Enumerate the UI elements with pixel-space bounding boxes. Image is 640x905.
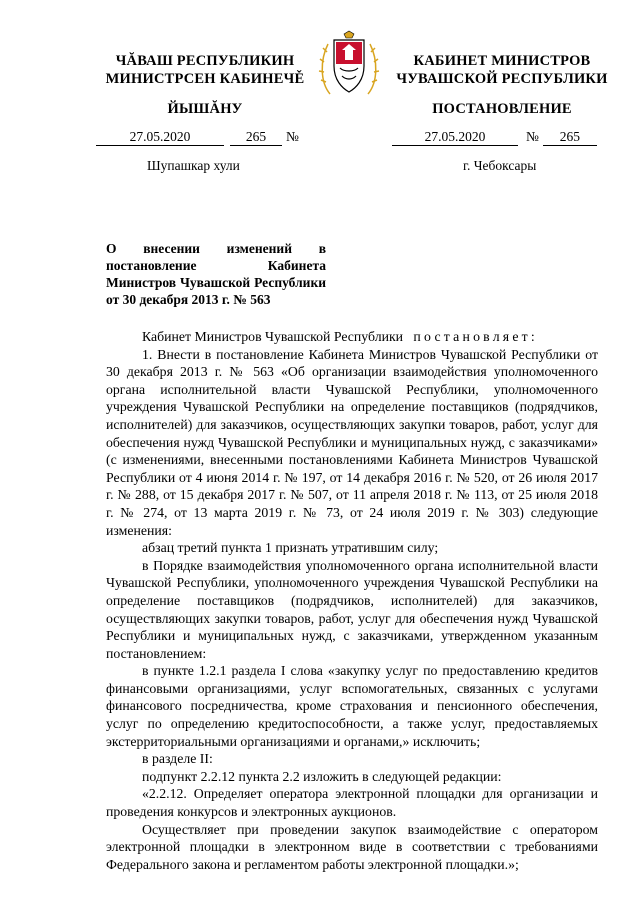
paragraph-8: Осуществляет при проведении закупок взаимодействие с оператором электронной площадки в электронном виде в соответствии с требованиями Федерального закона и регламентом работы электронной площадки.»;: [106, 821, 598, 872]
intro-paragraph: [106, 328, 598, 346]
paragraph-7: «2.2.12. Определяет оператора электронной площадки для организации и проведения конкурсов и электронных аукционов.: [106, 786, 598, 820]
left-number: 265: [230, 129, 282, 146]
header-left-title: ЙЫШĂНУ: [167, 101, 243, 117]
header-right-line2: ЧУВАШСКОЙ РЕСПУБЛИКИ: [396, 71, 608, 87]
paragraph-2: абзац третий пункта 1 признать утратившим силу;: [142, 540, 439, 556]
document-subject: О внесении изменений в постановление Кабинета Министров Чувашской Республики от 30 декабря 2013 г. № 563: [106, 241, 326, 307]
right-place: г. Чебоксары: [463, 158, 537, 173]
header-right-title: ПОСТАНОВЛЕНИЕ: [432, 101, 572, 117]
intro-verb: постановляет:: [413, 329, 538, 344]
paragraph-1: 1. Внести в постановление Кабинета Министров Чувашской Республики от 30 декабря 2013 г. № 563 «Об организации взаимодействия уполномоченного органа исполнительной власти Чувашской Республики, уполномоченного учреждения Чувашской Республики на определение поставщиков (подрядчиков, исполнителей) для заказчиков, осуществляющих закупки товаров, работ, услуг для обеспечения нужд Чувашской Республики и муниципальных нужд, с заказчиками» (с изменениями, внесенными постановлениями Кабинета Министров Чувашской Республики от 4 июня 2014 г. № 197, от 14 декабря 2016 г. № 520, от 26 июля 2017 г. № 288, от 15 декабря 2017 г. № 507, от 11 апреля 2018 г. № 113, от 25 июля 2018 г. № 274, от 13 марта 2019 г. № 73, от 24 июля 2019 г. № 303) следующие изменения:: [106, 346, 598, 538]
right-number: 265: [543, 129, 597, 146]
paragraph-6: подпункт 2.2.12 пункта 2.2 изложить в следующей редакции:: [142, 768, 502, 784]
header-left-line1: ЧĂВАШ РЕСПУБЛИКИН: [115, 53, 295, 69]
left-date-line: [96, 129, 312, 147]
paragraph-4: в пункте 1.2.1 раздела I слова «закупку услуг по предоставлению кредитов финансовыми организациями, услуг вспомогательных, связанных с услугами финансового посредничества, кроме страхования и пенсионного обеспечения, услуг по определению кредитоспособности, а также услуг, предоставляемых экстерриториальными организациями и органами,» исключить;: [106, 663, 598, 749]
right-date-line: [392, 129, 616, 147]
paragraph-3: в Порядке взаимодействия уполномоченного органа исполнительной власти Чувашской Республики, уполномоченного учреждения Чувашской Республики на определение поставщиков (подрядчиков, исполнителей) для заказчиков, осуществляющих закупки товаров, работ, услуг для обеспечения нужд Чувашской Республики и муниципальных нужд, с заказчиками, утвержденном указанным постановлением:: [106, 557, 598, 661]
paragraph-5: в разделе II:: [142, 751, 213, 767]
chuvash-emblem-icon: [318, 30, 380, 102]
intro-lead: Кабинет Министров Чувашской Республики: [142, 329, 404, 344]
left-date: 27.05.2020: [96, 129, 224, 146]
right-date: 27.05.2020: [392, 129, 518, 146]
header-left-line2: МИНИСТРСЕН КАБИНЕЧĚ: [105, 71, 305, 87]
right-no-sign: №: [526, 129, 539, 144]
left-place: Шупашкар хули: [147, 158, 240, 173]
left-no-sign: №: [286, 129, 299, 144]
document-body: [106, 328, 598, 873]
header-right-line1: КАБИНЕТ МИНИСТРОВ: [413, 53, 591, 69]
